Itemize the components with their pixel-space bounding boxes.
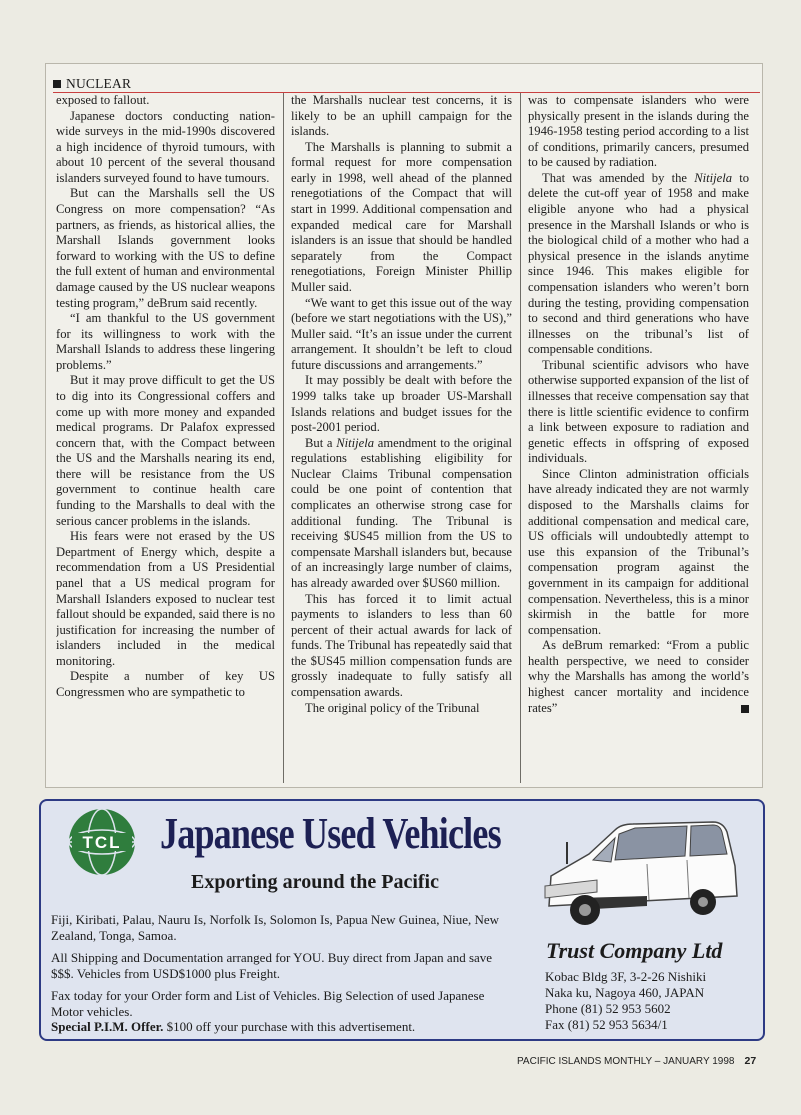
article-column-1 xyxy=(56,93,275,783)
paragraph: “We want to get this issue out of the way (before we start negotiations with the US),” Muller said. “It’s an issue under the current arrangement. It shouldn’t be left to cloud future discussions and arrangements.” xyxy=(291,295,512,372)
paragraph: Tribunal scientific advisors who have otherwise supported expansion of the list of illnesses that receive compensation say that there is little scientific evidence to confirm a link between exposure to radiation and genetic effects in offspring of exposed individuals. xyxy=(528,357,749,466)
paragraph: Despite a number of key US Congressmen who are sympathetic to xyxy=(56,669,275,699)
ad-offer-label: Special P.I.M. Offer. xyxy=(51,1019,164,1034)
address-line: Naka ku, Nagoya 460, JAPAN xyxy=(545,985,705,1000)
ad-address xyxy=(545,969,706,1033)
paragraph: was to compensate islanders who were physically present in the islands during the 1946-1958 testing period according to a list of conditions, primarily cancers, presumed to be caused by radiation. xyxy=(528,93,749,170)
article-column-2 xyxy=(291,93,512,783)
ad-shipping: All Shipping and Documentation arranged for YOU. Buy direct from Japan and save $$$. Vehicles from USD$1000 plus Freight. xyxy=(51,950,493,981)
publication-line: PACIFIC ISLANDS MONTHLY – JANUARY 1998 xyxy=(517,1056,735,1067)
ad-countries: Fiji, Kiribati, Palau, Nauru Is, Norfolk Is, Solomon Is, Papua New Guinea, Niue, New Zealand, Tonga, Samoa. xyxy=(51,912,500,943)
paragraph: “I am thankful to the US government for its willingness to work with the Marshall Islands to address these lingering problems.” xyxy=(56,311,275,372)
column-divider xyxy=(520,93,521,783)
ad-subtitle: Exporting around the Pacific xyxy=(191,871,439,893)
paragraph-text: As deBrum remarked: “From a public health perspective, we need to consider why the Marshalls has among the world’s highest cancer mortality and incidence rates” xyxy=(528,638,749,715)
tcl-globe-logo-icon xyxy=(62,806,142,878)
paragraph: Japanese doctors conducting nation-wide surveys in the mid-1990s discovered a high incidence of thyroid tumours, with about 10 percent of the several thousand islanders surveyed found to have tumours. xyxy=(56,108,275,185)
ad-company-name: Trust Company Ltd xyxy=(546,938,723,963)
phone-line: Phone (81) 52 953 5602 xyxy=(545,1001,671,1016)
ad-offer-text: $100 off your purchase with this advertisement. xyxy=(166,1019,416,1034)
paragraph: That was amended by the Nitijela to delete the cut-off year of 1958 and make eligible anyone who had a physical presence in the Marshall Islands or who is the biological child of a mother who had a physical presence in the islands anytime since 1946. This makes eligible for compensation islanders who weren’t born during the testing, providing compensation to second and third generations who have illnesses on the tribunal’s list of compensable conditions. xyxy=(528,170,749,357)
column-divider xyxy=(283,93,284,783)
paragraph: But a Nitijela amendment to the original regulations establishing eligibility for Nuclear Claims Tribunal compensation could be one point of contention that complicates an otherwise strong case for additional funding. The Tribunal is receiving $US45 million from the US to compensate Marshall islanders but, because of an increasingly large number of claims, has already awarded over $US60 million. xyxy=(291,435,512,590)
ad-title: Japanese Used Vehicles xyxy=(160,809,501,858)
section-square-icon xyxy=(53,80,61,88)
page-footer xyxy=(517,1055,756,1067)
paragraph xyxy=(528,638,749,716)
ad-offer xyxy=(51,1019,511,1035)
article-column-3 xyxy=(528,93,749,783)
section-header xyxy=(53,76,760,93)
paragraph: the Marshalls nuclear test concerns, it is likely to be an uphill campaign for the islands. xyxy=(291,93,512,139)
logo-text: TCL xyxy=(82,833,122,852)
section-label: NUCLEAR xyxy=(66,76,132,91)
paragraph: But can the Marshalls sell the US Congress on more compensation? “As partners, as friends, as historical allies, the Marshall Islands government looks forward to working with the US to define the full extent of human and environmental damage caused by the US nuclear weapons testing program,” deBrum said recently. xyxy=(56,186,275,310)
address-line: Kobac Bldg 3F, 3-2-26 Nishiki xyxy=(545,969,707,984)
paragraph: exposed to fallout. xyxy=(56,93,150,107)
end-of-article-icon xyxy=(741,705,749,713)
station-wagon-car-icon xyxy=(537,814,741,932)
ad-fax-line: Fax today for your Order form and List of Vehicles. Big Selection of used Japanese Motor vehicles. xyxy=(51,988,485,1019)
fax-line: Fax (81) 52 953 5634/1 xyxy=(545,1017,668,1032)
paragraph: This has forced it to limit actual payments to islanders to less than 60 percent of their actual awards for lack of funds. The Tribunal has repeatedly said that the $US45 million compensation funds are grossly inadequate to fully satisfy all compensation awards. xyxy=(291,591,512,699)
paragraph: The original policy of the Tribunal xyxy=(305,700,480,715)
page-number: 27 xyxy=(744,1055,757,1067)
paragraph: Since Clinton administration officials have already indicated they are not warmly disposed to the Marshalls claims for additional compensation and medical care, US officials will undoubtedly attempt to use this expansion of the Tribunal’s compensation program against the government in its campaign for additional compensation. Nevertheless, this is a minor skirmish in the battle for more compensation. xyxy=(528,466,749,637)
paragraph: The Marshalls is planning to submit a formal request for more compensation early in 1998, well ahead of the planned renegotiations of the Compact that will start in 1999. Additional compensation and expanded medical care for Marshall islanders is an issue that should be handled separately from the Compact renegotiations, Foreign Minister Phillip Muller said. xyxy=(291,139,512,294)
paragraph: But it may prove difficult to get the US to dig into its Congressional coffers and come up with more money and expanded medical programs. Dr Palafox expressed concern that, with the Compact between the US and the Marshalls nearing its end, there will be resistance from the US government to continue health care funding to the Marshalls to deal with the serious cancer problems in the islands. xyxy=(56,373,275,528)
paragraph: It may possibly be dealt with before the 1999 talks take up broader US-Marshall Islands relations and budget issues for the post-2001 period. xyxy=(291,373,512,435)
paragraph: His fears were not erased by the US Department of Energy which, despite a recommendation from a US Presidential panel that a US medical program for Marshall Islanders exposed to nuclear test fallout should be expanded, said there is no justification for increasing the number of islanders included in the medical monitoring. xyxy=(56,529,275,668)
